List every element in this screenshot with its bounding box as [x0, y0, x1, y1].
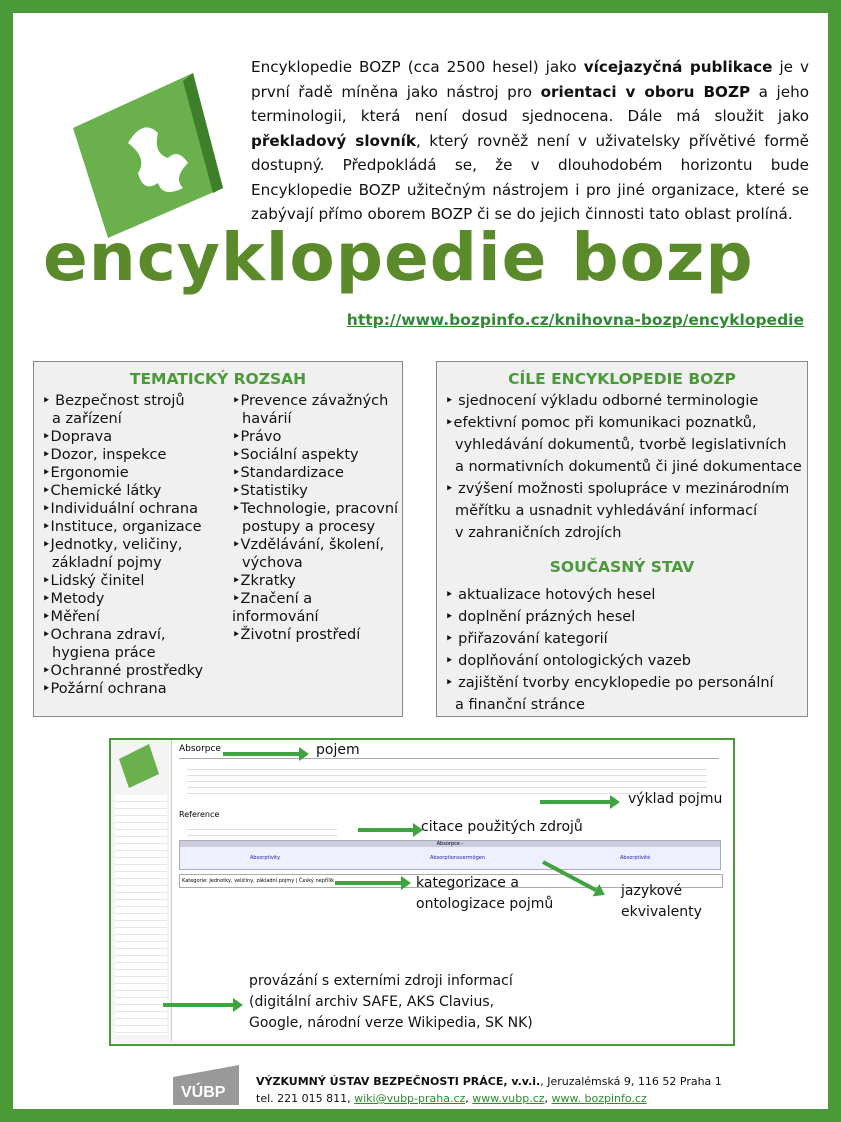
svg-text:VÚBP: VÚBP	[181, 1084, 226, 1101]
vubp-logo-icon	[173, 1065, 239, 1105]
tcol2-item: postupy a procesy	[242, 519, 376, 535]
tcol2-item: ‣Standardizace	[232, 465, 344, 481]
tcol1-item: ‣Jednotky, veličiny,	[42, 537, 183, 553]
tcol2-item: ‣Technologie, pracovní	[232, 501, 399, 517]
tcol1-item: ‣ Bezpečnost strojů	[42, 393, 185, 409]
cile-item: vyhledávání dokumentů, tvorbě legislativních	[455, 437, 787, 453]
wiki-logo-icon	[119, 744, 163, 788]
tcol1-item: ‣Individuální ochrana	[42, 501, 198, 517]
tcol2-item: ‣Sociální aspekty	[232, 447, 359, 463]
tcol1-item: ‣Doprava	[42, 429, 113, 445]
ann-kategorizace: kategorizace a ontologizace pojmů	[416, 875, 554, 912]
vubp-link[interactable]: www.vubp.cz	[472, 1092, 545, 1105]
tcol1-item: ‣Ergonomie	[42, 465, 129, 481]
tcol1-item: ‣Ochranné prostředky	[42, 663, 204, 679]
tematicky-title: TEMATICKÝ ROZSAH	[129, 370, 307, 388]
stav-title: SOUČASNÝ STAV	[549, 558, 695, 576]
stav-item: ‣ aktualizace hotových hesel	[445, 587, 656, 603]
stav-list	[445, 584, 807, 716]
tcol1-item: a zařízení	[52, 411, 122, 427]
cile-box	[436, 361, 808, 717]
email-link[interactable]: wiki@vubp-praha.cz	[354, 1092, 466, 1105]
cile-item: v zahraničních zdrojích	[455, 525, 622, 541]
stav-item: ‣ doplnění prázných hesel	[445, 609, 636, 625]
cile-item: a normativních dokumentů či jiné dokumentace	[455, 459, 802, 475]
cile-item: ‣ sjednocení výkladu odborné terminologie	[445, 393, 759, 409]
tcol2-item: ‣Životní prostředí	[232, 627, 361, 643]
cile-item: ‣efektivní pomoc při komunikaci poznatků,	[445, 415, 757, 431]
tcol2-item: ‣Právo	[232, 429, 282, 445]
ann-citace: citace použitých zdrojů	[421, 819, 583, 835]
tcol1-item: ‣Chemické látky	[42, 483, 162, 499]
stav-item: a finanční stránce	[455, 697, 585, 713]
tcol1-item: ‣Ochrana zdraví,	[42, 627, 166, 643]
cile-item: měřítku a usnadnit vyhledávání informací	[455, 503, 758, 519]
stav-item: ‣ přiřazování kategorií	[445, 631, 608, 647]
tcol1-item: hygiena práce	[52, 645, 156, 661]
tcol1-item: ‣Lidský činitel	[42, 573, 145, 589]
wiki-categories: Kategorie: Jednotky, veličiny, základní pojmy | Český nepřílik	[179, 874, 723, 888]
footer: VÝZKUMNÝ ÚSTAV BEZPEČNOSTI PRÁCE, v.v.i., Jeruzalémská 9, 116 52 Praha 1 tel. 221 015 811, wiki@vubp-praha.cz, www.vubp.cz, www. bozpinfo.cz	[256, 1075, 722, 1105]
cile-item: ‣ zvýšení možnosti spolupráce v mezinárodním	[445, 481, 790, 497]
tcol1-item: ‣Měření	[42, 609, 100, 625]
wiki-sidebar	[111, 740, 172, 1042]
ann-pojem: pojem	[316, 742, 360, 758]
bozpinfo-link[interactable]: www. bozpinfo.cz	[551, 1092, 647, 1105]
wiki-lang-table: Absorpce - Absorptivity Absorptionsvermögen Absorptivité	[179, 840, 721, 870]
wordmark: encyklopedie bozp	[43, 219, 754, 296]
ann-provazani: provázání s externími zdroji informací (digitální archiv SAFE, AKS Clavius, Google, národní verze Wikipedia, SK NK)	[249, 973, 533, 1031]
tcol2-item: havárií	[242, 411, 292, 427]
tcol2-item: ‣Značení a informování	[232, 591, 319, 625]
ann-jazykove: jazykové ekvivalenty	[621, 883, 702, 920]
tematicky-col2	[232, 392, 402, 644]
stav-item: ‣ doplňování ontologických vazeb	[445, 653, 691, 669]
tcol2-item: ‣Statistiky	[232, 483, 308, 499]
tcol1-item: ‣Požární ochrana	[42, 681, 167, 697]
wiki-reference: Reference	[179, 810, 220, 819]
ann-vyklad: výklad pojmu	[628, 791, 723, 807]
intro-text: Encyklopedie BOZP (cca 2500 hesel) jako vícejazyčná publikace je v první řadě míněna jako nástroj pro orientaci v oboru BOZP a jeho terminologii, která není dosud sjednocena. Dále má sloužit jako překladový slovník, který rovněž není v uživatelsky přívětivé formě dostupný. Předpokládá se, že v dlouhodobém horizontu bude Encyklopedie BOZP užitečným nástrojem i pro jiné organizace, které se zabývají přímo oborem BOZP či se do jejich činnosti tato oblast prolíná.	[251, 58, 810, 223]
tcol1-item: ‣Dozor, inspekce	[42, 447, 167, 463]
cile-list	[445, 390, 807, 544]
tcol2-item: ‣Zkratky	[232, 573, 296, 589]
tcol1-item: ‣Instituce, organizace	[42, 519, 202, 535]
tcol2-item: ‣Prevence závažných	[232, 393, 389, 409]
cile-title: CÍLE ENCYKLOPEDIE BOZP	[508, 370, 736, 388]
stav-item: ‣ zajištění tvorby encyklopedie po personální	[445, 675, 774, 691]
poster	[13, 13, 828, 1109]
tcol1-item: ‣Metody	[42, 591, 105, 607]
puzzle-logo-icon	[73, 73, 243, 243]
tcol2-item: výchova	[242, 555, 303, 571]
encyklopedie-link[interactable]: http://www.bozpinfo.cz/knihovna-bozp/encyklopedie	[346, 311, 804, 329]
tematicky-col1	[42, 392, 232, 698]
wiki-heading: Absorpce	[179, 744, 221, 754]
tcol1-item: základní pojmy	[52, 555, 162, 571]
tematicky-rozsah-box	[33, 361, 403, 717]
tcol2-item: ‣Vzdělávání, školení,	[232, 537, 385, 553]
